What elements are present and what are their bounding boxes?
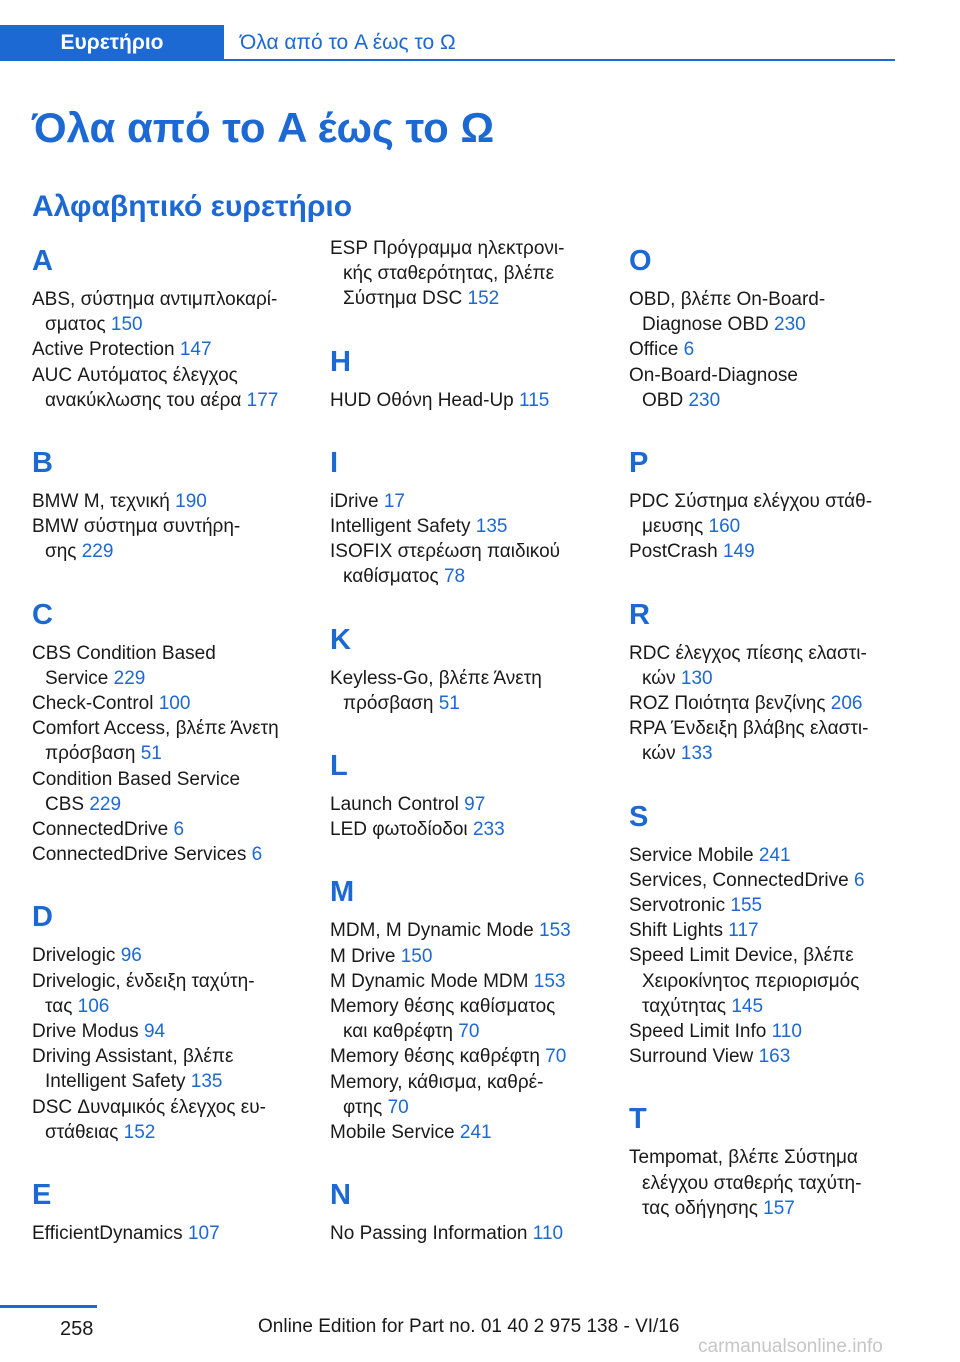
page-link[interactable]: 70 (387, 1096, 409, 1118)
entry-text: καθίσματος (343, 566, 439, 588)
index-entry (32, 337, 307, 362)
page-link[interactable]: 229 (81, 541, 114, 563)
entry-text: Drive Modus (32, 1021, 139, 1043)
entry-text: Speed Limit Device, βλέπε (629, 945, 854, 967)
index-group (629, 1094, 904, 1221)
entry-text: τας οδήγησης (642, 1197, 758, 1219)
index-entry (32, 287, 307, 337)
entry-text: και καθρέφτη (343, 1021, 453, 1043)
page-link[interactable]: 160 (708, 516, 741, 538)
index-entry (32, 1019, 307, 1044)
page-link[interactable]: 135 (190, 1071, 223, 1093)
entry-text: Memory θέσης καθίσματος (330, 996, 556, 1018)
index-group (330, 337, 605, 413)
index-letter: P (629, 447, 649, 480)
entry-text: CBS (45, 793, 85, 815)
index-entry (32, 716, 307, 766)
entry-text: CBS Condition Based (32, 642, 216, 664)
page-link[interactable]: 106 (77, 995, 110, 1017)
index-letter: T (629, 1103, 647, 1136)
entry-text: Comfort Access, βλέπε Άνετη (32, 718, 279, 740)
entry-text: ROZ Ποιότητα βενζίνης (629, 693, 826, 715)
entry-text: LED φωτοδίοδοι (330, 819, 468, 841)
page-link[interactable]: 241 (459, 1122, 492, 1144)
entry-text: Speed Limit Info (629, 1021, 767, 1043)
index-group (32, 590, 307, 868)
index-entry (629, 716, 904, 766)
entry-text: σματος (45, 314, 106, 336)
index-entry (330, 514, 605, 539)
page-link[interactable]: 163 (758, 1046, 791, 1068)
index-entry (330, 969, 605, 994)
page-link[interactable]: 241 (758, 844, 791, 866)
watermark: carmanualsonline.info (698, 1336, 883, 1357)
entry-text: Intelligent Safety (45, 1071, 186, 1093)
page-link[interactable]: 78 (443, 566, 466, 588)
index-entry (330, 388, 605, 413)
tab-index[interactable]: Ευρετήριο (0, 25, 224, 61)
entry-text: Check-Control (32, 693, 154, 715)
index-group (32, 892, 307, 1145)
header-bar (0, 25, 895, 61)
index-entry (330, 666, 605, 716)
index-entry (32, 489, 307, 514)
index-entry (629, 918, 904, 943)
entry-text: PostCrash (629, 541, 718, 563)
page-link[interactable]: 100 (158, 693, 191, 715)
entry-text: ABS, σύστημα αντιμπλοκαρί- (32, 289, 278, 310)
index-entry (629, 868, 904, 893)
index-entry (629, 691, 904, 716)
entry-text: OBD (642, 389, 684, 411)
page-link[interactable]: 230 (688, 389, 721, 411)
entry-text: RPA Ένδειξη βλάβης ελαστι- (629, 718, 869, 740)
index-entry (32, 943, 307, 968)
page-link[interactable]: 130 (680, 667, 713, 689)
page-link[interactable]: 177 (246, 389, 279, 411)
index-entry (32, 969, 307, 1019)
entry-text: Surround View (629, 1046, 754, 1068)
entry-text: Χειροκίνητος περιορισμός (642, 970, 860, 992)
page-link[interactable]: 115 (519, 389, 550, 411)
entry-text: iDrive (330, 490, 379, 512)
index-entry (330, 1070, 605, 1120)
entry-text: ελέγχου σταθερής ταχύτη- (642, 1172, 862, 1194)
index-group (629, 590, 904, 767)
index-letter: O (629, 245, 652, 277)
entry-text: ταχύτητας (642, 995, 727, 1017)
entry-text: ConnectedDrive (32, 819, 169, 841)
index-entry (629, 363, 904, 413)
index-group (330, 1170, 605, 1246)
index-entry (32, 842, 307, 867)
index-entry (330, 1044, 605, 1069)
entry-text: ConnectedDrive Services (32, 844, 247, 866)
index-letter: I (330, 446, 339, 479)
page-link[interactable]: 149 (722, 541, 755, 563)
index-group (629, 236, 904, 413)
entry-text: ανακύκλωσης του αέρα (45, 389, 242, 411)
entry-text: Tempomat, βλέπε Σύστημα (629, 1147, 858, 1169)
index-letter: K (330, 623, 351, 656)
index-entry (32, 817, 307, 842)
page-link[interactable]: 206 (830, 693, 863, 715)
entry-text: Drivelogic (32, 945, 116, 967)
page-link[interactable]: 153 (539, 920, 571, 942)
index-letter: H (330, 345, 351, 378)
entry-text: OBD, βλέπε On-Board- (629, 289, 826, 310)
index-entry (330, 1221, 605, 1246)
index-entry (629, 1019, 904, 1044)
page-link[interactable]: 6 (683, 339, 695, 361)
index-column-2 (330, 236, 605, 1246)
entry-text: Servotronic (629, 895, 726, 917)
page-link[interactable]: 107 (187, 1223, 220, 1245)
header-divider (224, 59, 895, 61)
index-letter: E (32, 1179, 52, 1212)
entry-text: Active Protection (32, 339, 175, 361)
page-link[interactable]: 94 (143, 1021, 166, 1043)
index-entry (629, 1044, 904, 1069)
entry-text: Services, ConnectedDrive (629, 869, 849, 891)
page-link[interactable]: 150 (400, 945, 433, 967)
index-group (32, 236, 307, 413)
index-entry (629, 641, 904, 691)
index-entry (330, 817, 605, 842)
index-entry (32, 1095, 307, 1145)
section-title: Αλφαβητικό ευρετήριο (32, 190, 353, 223)
page-link[interactable]: 133 (680, 743, 713, 765)
page-link[interactable]: 6 (173, 819, 185, 841)
entry-text: κών (642, 667, 676, 689)
page-link[interactable]: 6 (251, 844, 263, 866)
index-entry (629, 489, 904, 539)
index-entry (330, 489, 605, 514)
tab-a-to-z[interactable]: Όλα από το A έως το Ω (240, 31, 456, 54)
entry-text: PDC Σύστημα ελέγχου στάθ- (629, 491, 873, 513)
index-entry (330, 236, 605, 312)
entry-text: HUD Οθόνη Head-Up (330, 389, 514, 411)
page-link[interactable]: 190 (175, 491, 207, 513)
entry-text: Diagnose OBD (642, 314, 769, 336)
index-entry (330, 792, 605, 817)
index-entry (629, 893, 904, 918)
entry-text: Launch Control (330, 794, 459, 816)
entry-text: EfficientDynamics (32, 1223, 183, 1245)
page-link[interactable]: 51 (140, 743, 162, 765)
entry-text: Intelligent Safety (330, 516, 471, 538)
entry-text: Memory θέσης καθρέφτη (330, 1046, 540, 1068)
entry-text: AUC Αυτόματος έλεγχος (32, 364, 238, 386)
index-entry (330, 918, 605, 943)
index-group (330, 741, 605, 842)
entry-text: M Dynamic Mode MDM (330, 970, 529, 992)
page-link[interactable]: 110 (771, 1021, 802, 1043)
page-link[interactable]: 155 (730, 895, 763, 917)
index-entry (629, 943, 904, 1019)
page-link[interactable]: 70 (458, 1021, 480, 1043)
entry-text: πρόσβαση (343, 692, 434, 714)
page-link[interactable]: 6 (853, 869, 865, 891)
index-entry (629, 843, 904, 868)
entry-text: On-Board-Diagnose (629, 364, 798, 386)
page-link[interactable]: 145 (731, 995, 764, 1017)
index-group (32, 1170, 307, 1246)
page-link[interactable]: 17 (383, 490, 405, 512)
index-entry (32, 691, 307, 716)
index-group (32, 438, 307, 565)
entry-text: στάθειας (45, 1121, 119, 1143)
page-link[interactable]: 97 (464, 794, 486, 816)
entry-text: Mobile Service (330, 1122, 455, 1144)
index-entry (629, 1145, 904, 1221)
index-letter: C (32, 598, 53, 631)
entry-text: μευσης (642, 516, 704, 538)
entry-text: M Drive (330, 945, 396, 967)
entry-text: BMW σύστημα συντήρη- (32, 516, 241, 538)
entry-text: φτης (343, 1096, 383, 1118)
page-link[interactable]: 117 (728, 920, 759, 942)
index-group (330, 867, 605, 1145)
index-entry (629, 287, 904, 337)
entry-text: πρόσβαση (45, 743, 136, 765)
entry-text: No Passing Information (330, 1223, 528, 1245)
page-link[interactable]: 153 (533, 970, 566, 992)
entry-text: BMW M, τεχνική (32, 491, 170, 513)
index-letter: R (629, 598, 650, 631)
entry-text: σης (45, 541, 77, 563)
index-group (629, 792, 904, 1070)
page-link[interactable]: 70 (545, 1046, 567, 1068)
page-link[interactable]: 157 (763, 1197, 795, 1219)
page-title: Όλα από το A έως το Ω (32, 104, 495, 151)
index-entry (330, 1120, 605, 1145)
entry-text: Condition Based Service (32, 768, 241, 790)
index-entry (629, 539, 904, 564)
index-letter: N (330, 1179, 351, 1212)
page-link[interactable]: 110 (532, 1223, 564, 1245)
page-link[interactable]: 96 (120, 945, 142, 967)
entry-text: DSC Δυναμικός έλεγχος ευ- (32, 1096, 266, 1118)
index-entry (32, 1044, 307, 1094)
page-link[interactable]: 152 (467, 288, 500, 310)
index-entry (629, 337, 904, 362)
index-letter: B (32, 447, 53, 480)
entry-text: τας (45, 995, 73, 1017)
entry-text: Service Mobile (629, 844, 754, 866)
index-entry (330, 539, 605, 589)
entry-text: RDC έλεγχος πίεσης ελαστι- (629, 642, 867, 664)
page-link[interactable]: 152 (123, 1121, 156, 1143)
index-group (330, 615, 605, 716)
entry-text: MDM, M Dynamic Mode (330, 920, 534, 942)
edition-note: Online Edition for Part no. 01 40 2 975 138 - VI/16 (258, 1316, 680, 1337)
entry-text: Σύστημα DSC (343, 288, 463, 310)
footer-divider (0, 1305, 97, 1308)
entry-text: κής σταθερότητας, βλέπε (343, 263, 555, 285)
page-link[interactable]: 233 (472, 819, 505, 841)
page-link[interactable]: 51 (438, 692, 460, 714)
page-number: 258 (60, 1318, 94, 1340)
index-entry (330, 994, 605, 1044)
index-entry (32, 1221, 307, 1246)
page-link[interactable]: 150 (110, 314, 143, 336)
entry-text: Driving Assistant, βλέπε (32, 1046, 234, 1068)
page-link[interactable]: 229 (89, 793, 122, 815)
entry-text: ESP Πρόγραμμα ηλεκτρονι- (330, 238, 565, 259)
index-group (330, 438, 605, 590)
entry-text: Drivelogic, ένδειξη ταχύτη- (32, 970, 255, 992)
index-group (330, 236, 605, 312)
page-link[interactable]: 135 (475, 516, 508, 538)
index-letter: L (330, 750, 348, 783)
index-entry (32, 514, 307, 564)
entry-text: Keyless-Go, βλέπε Άνετη (330, 667, 542, 689)
page-link[interactable]: 147 (179, 339, 212, 361)
index-letter: D (32, 901, 53, 934)
index-group (629, 438, 904, 565)
entry-text: Office (629, 339, 679, 361)
entry-text: Memory, κάθισμα, καθρέ- (330, 1071, 544, 1093)
index-letter: A (32, 245, 53, 277)
index-letter: S (629, 800, 649, 833)
page-link[interactable]: 229 (113, 667, 146, 689)
index-entry (330, 944, 605, 969)
index-letter: M (330, 876, 355, 909)
index-entry (32, 767, 307, 817)
page-link[interactable]: 230 (774, 314, 806, 336)
index-column-3 (629, 236, 904, 1221)
index-entry (32, 641, 307, 691)
entry-text: κών (642, 743, 676, 765)
entry-text: Shift Lights (629, 920, 723, 942)
index-column-1 (32, 236, 307, 1246)
index-entry (32, 363, 307, 413)
entry-text: Service (45, 667, 109, 689)
entry-text: ISOFIX στερέωση παιδικού (330, 541, 561, 563)
